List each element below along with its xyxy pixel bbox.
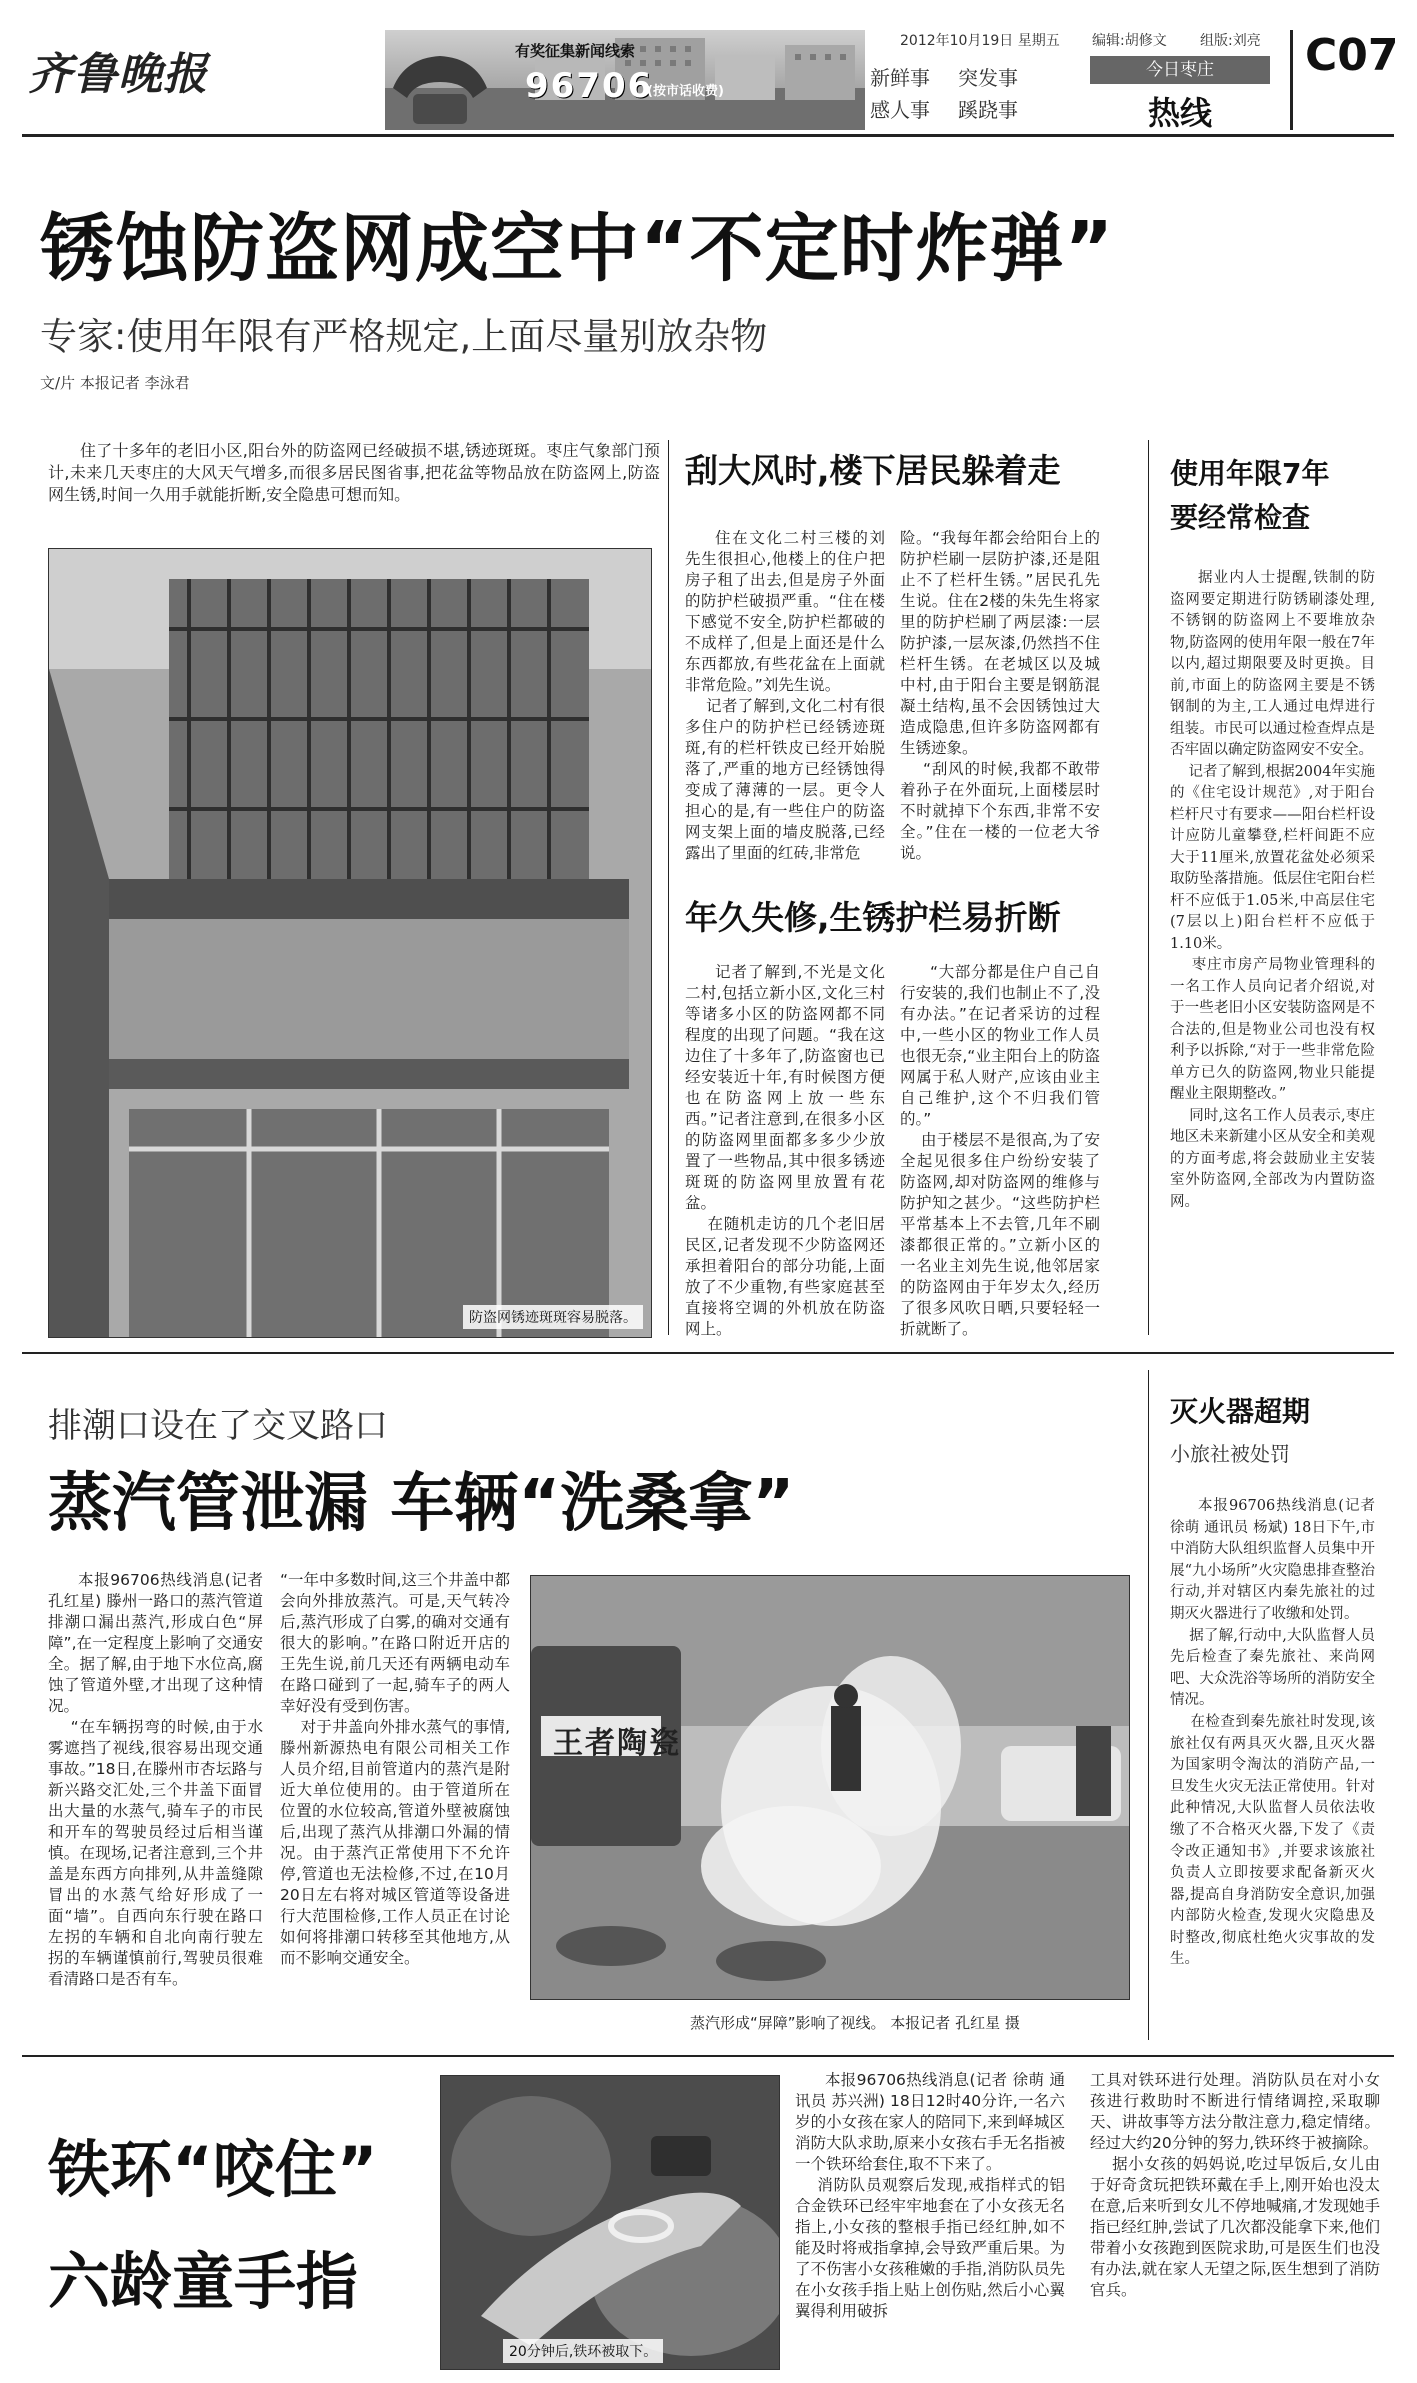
story4-col2: 工具对铁环进行处理。消防队员在对小女孩进行救助时不断进行情绪调控,采取聊天、讲故事等方法分散注意力,稳定情绪。经过大约20分钟的努力,铁环终于被摘除。 据小女孩的妈妈说,吃过早饭后,女儿由于好奇贪玩把铁环戴在手上,刚开始也没太在意,后来听到女儿不停地喊痛,才发现她手指已经红肿,尝试了几次都没能拿下来,他们带着小女孩跑到医院求助,可是医生们也没有办法,就在家人无望之际,医生想到了消防官兵。	[1090, 2071, 1380, 2299]
story4-photo-caption: 20分钟后,铁环被取下。	[503, 2339, 663, 2363]
section-name: 热线	[1147, 94, 1212, 132]
slogan-3: 感人事	[870, 98, 930, 122]
finger-ring-image	[441, 2076, 780, 2370]
story1-section1-col1: 住在文化二村三楼的刘先生很担心,他楼上的住户把房子租了出去,但是房子外面的防护栏破损严重。“住在楼下感觉不安全,防护栏都破的不成样了,但是上面还是什么东西都放,有些花盆在上面就非常危险。”刘先生说。 记者了解到,文化二村有很多住户的防护栏已经锈迹斑斑,有的栏杆铁皮已经开始脱落了,严重的地方已经锈蚀得变成了薄薄的一层。更令人担心的是,有一些住户的防盗网支架上面的墙皮脱落,已经露出了里面的红砖,非常危	[685, 529, 885, 862]
story1-photo	[48, 548, 652, 1338]
story2-col2: “一年中多数时间,这三个井盖中都会向外排放蒸汽。可是,天气转冷后,蒸汽形成了白雾,的确对交通有很大的影响。”在路口附近开店的王先生说,前几天还有两辆电动车在路口碰到了一起,骑车子的两人幸好没有受到伤害。 对于井盖向外排水蒸气的事情,滕州新源热电有限公司相关工作人员介绍,目前管道内的蒸汽是附近大单位使用的。由于管道所在位置的水位较高,管道外壁被腐蚀后,出现了蒸汽从排潮口外漏的情况。由于蒸汽正常使用下不允许停,管道也无法检修,不过,在10月20日左右将对城区管道等设备进行大范围检修,工作人员正在讨论如何将排潮口转移至其他地方,从而不影响交通安全。	[280, 1571, 510, 1967]
story2-photo-caption: 蒸汽形成“屏障”影响了视线。 本报记者 孔红星 摄	[690, 2014, 1020, 2032]
masthead-rule	[22, 134, 1394, 137]
story1-photo-caption: 防盗网锈迹斑斑容易脱落。	[463, 1305, 643, 1329]
bus-sign: 王者陶瓷	[553, 1726, 681, 1761]
hotline-banner	[385, 30, 865, 130]
story1-section1-col2: 险。“我每年都会给阳台上的防护栏刷一层防护漆,还是阻止不了栏杆生锈。”居民孔先生说。住在2楼的朱先生将家里的防护栏刷了两层漆:一层防护漆,一层灰漆,仍然挡不住栏杆生锈。在老城区以及城中村,由于阳台主要是钢筋混凝土结构,虽不会因锈蚀过大造成隐患,但许多防盗网都有生锈迹象。 “刮风的时候,我都不敢带着孙子在外面玩,上面楼层时不时就掉下个东西,非常不安全。”住在一楼的一位老大爷说。	[900, 529, 1100, 862]
section-tag: 今日枣庄	[1090, 56, 1270, 84]
slogans	[870, 62, 1045, 128]
story2-headline: 蒸汽管泄漏 车辆“洗桑拿”	[48, 1467, 795, 1541]
story2-bottom-rule	[22, 2055, 1394, 2057]
telephone-icon	[385, 48, 495, 128]
story4-headline-line1: 铁环“咬住”	[48, 2133, 378, 2206]
story3-subhead: 小旅社被处罚	[1170, 1442, 1290, 1466]
story4-photo	[440, 2075, 780, 2370]
designer-credit: 组版:刘亮	[1200, 33, 1261, 49]
story1-section2-col1: 记者了解到,不光是文化二村,包括立新小区,文化三村等诸多小区的防盗网都不同程度的出现了问题。“我在这边住了十多年了,防盗窗也已经安装近十年,有时候图方便也在防盗网上放一些东西。”记者注意到,在很多小区的防盗网里面都多多少少放置了一些物品,其中很多锈迹斑斑的防盗网里放置有花盆。 在随机走访的几个老旧居民区,记者发现不少防盗网还承担着阳台的部分功能,上面放了不少重物,有些家庭甚至直接将空调的外机放在防盗网上。	[685, 963, 885, 1338]
story1-byline: 文/片 本报记者 李泳君	[40, 374, 190, 392]
story2-kicker: 排潮口设在了交叉路口	[48, 1406, 388, 1446]
newspaper-logo: 齐鲁晚报	[28, 49, 208, 100]
slogan-2: 突发事	[958, 66, 1018, 90]
slogan-4: 蹊跷事	[958, 98, 1018, 122]
steam-road-image	[531, 1576, 1130, 2000]
story4-headline-line2: 六龄童手指	[48, 2245, 359, 2318]
editor-credit: 编辑:胡修文	[1092, 33, 1167, 49]
masthead	[0, 0, 1417, 135]
balcony-grille-image	[49, 549, 652, 1338]
story1-section1-title: 刮大风时,楼下居民躲着走	[685, 451, 1061, 490]
story1-column-divider	[668, 440, 669, 1335]
story1-sidebar-divider	[1148, 440, 1149, 1335]
story1-sidebar-text: 据业内人士提醒,铁制的防盗网要定期进行防锈刷漆处理,不锈钢的防盗网上不要堆放杂物,防盗网的使用年限一般在7年以内,超过期限要及时更换。目前,市面上的防盗网主要是不锈钢制的为主,工人通过电焊进行组装。市民可以通过检查焊点是否牢固以确定防盗网安不安全。 记者了解到,根据2004年实施的《住宅设计规范》,对于阳台栏杆尺寸有要求——阳台栏杆设计应防儿童攀登,栏杆间距不应大于11厘米,放置花盆处必须采取防坠落措施。低层住宅阳台栏杆不应低于1.05米,中高层住宅(7层以上)阳台栏杆不应低于1.10米。 枣庄市房产局物业管理科的一名工作人员向记者介绍说,对于一些老旧小区安装防盗网是不合法的,但是物业公司也没有权利予以拆除,“对于一些非常危险单方已久的防盗网,物业只能提醒业主限期整改。” 同时,这名工作人员表示,枣庄地区未来新建小区从安全和美观的方面考虑,将会鼓励业主安装室外防盗网,全部改为内置防盗网。	[1170, 570, 1376, 1210]
story1-lead: 住了十多年的老旧小区,阳台外的防盗网已经破损不堪,锈迹斑斑。枣庄气象部门预计,未来几天枣庄的大风天气增多,而很多居民图省事,把花盆等物品放在防盗网上,防盗网生锈,时间一久用手就能折断,安全隐患可想而知。	[48, 441, 660, 504]
story1-section2-title: 年久失修,生锈护栏易折断	[685, 898, 1061, 937]
story2-col1: 本报96706热线消息(记者 孔红星) 滕州一路口的蒸汽管道排潮口漏出蒸汽,形成白色“屏障”,在一定程度上影响了交通安全。据了解,由于地下水位高,腐蚀了管道外壁,才出现了这种情况。 “在车辆拐弯的时候,由于水雾遮挡了视线,很容易出现交通事故。”18日,在滕州市杏坛路与新兴路交汇处,三个井盖下面冒出大量的水蒸气,骑车子的市民和开车的驾驶员经过后相当谨慎。在现场,记者注意到,三个井盖是东西方向排列,从井盖缝隙冒出的水蒸气给好形成了一面“墙”。自西向东行驶在路口左拐的车辆和自北向南行驶左拐的车辆谨慎前行,驾驶员很难看清路口是否有车。	[48, 1571, 263, 1988]
hotline-number: 96706	[525, 66, 654, 106]
hotline-promo: 有奖征集新闻线索	[515, 42, 636, 60]
story4-col1: 本报96706热线消息(记者 徐萌 通讯员 苏兴洲) 18日12时40分许,一名六岁的小女孩在家人的陪同下,来到峄城区消防大队求助,原来小女孩右手无名指被一个铁环给套住,取不下来了。 消防队员观察后发现,戒指样式的铝合金铁环已经牢牢地套在了小女孩无名指上,小女孩的整根手指已经红肿,如不能及时将戒指拿掉,会导致严重后果。为了不伤害小女孩稚嫩的手指,消防队员先在小女孩手指上贴上创伤贴,然后小心翼翼得利用破拆	[795, 2071, 1065, 2320]
story2-photo	[530, 1575, 1130, 2000]
date-line: 2012年10月19日 星期五	[900, 33, 1060, 49]
story3-headline: 灭火器超期	[1170, 1395, 1311, 1428]
hotline-note: (按市话收费)	[647, 84, 724, 99]
story2-sidebar-divider	[1148, 1370, 1149, 2040]
story1-section2-col2: “大部分都是住户自己自行安装的,我们也制止不了,没有办法。”在记者采访的过程中,一些小区的物业工作人员也很无奈,“业主阳台上的防盗网属于私人财产,应该由业主自己维护,这个不归我们管的。” 由于楼层不是很高,为了安全起见很多住户纷纷安装了防盗网,却对防盗网的维修与防护知之甚少。“这些防护栏平常基本上不去管,几年不刷漆都很正常的。”立新小区的一名业主刘先生说,他邻居家的防盗网由于年岁太久,经历了很多风吹日晒,只要轻轻一折就断了。	[900, 963, 1100, 1338]
page-number-divider	[1290, 30, 1293, 130]
slogan-1: 新鲜事	[870, 66, 930, 90]
story1-headline: 锈蚀防盗网成空中“不定时炸弹”	[40, 206, 1115, 292]
story1-subhead: 专家:使用年限有严格规定,上面尽量别放杂物	[40, 315, 768, 358]
story3-text: 本报96706热线消息(记者 徐萌 通讯员 杨斌) 18日下午,市中消防大队组织监督人员集中开展“九小场所”火灾隐患排查整治行动,并对辖区内秦先旅社的过期灭火器进行了收缴和处罚。 据了解,行动中,大队监督人员先后检查了秦先旅社、来尚网吧、大众洗浴等场所的消防安全情况。 在检查到秦先旅社时发现,该旅社仅有两具灭火器,且灭火器为国家明令淘汰的消防产品,一旦发生火灾无法正常使用。针对此种情况,大队监督人员依法收缴了不合格灭火器,下发了《责令改正通知书》,并要求该旅社负责人立即按要求配备新灭火器,提高自身消防安全意识,加强内部防火检查,发现火灾隐患及时整改,彻底杜绝火灾事故的发生。	[1170, 1498, 1376, 1968]
story1-sidebar-title: 使用年限7年 要经常检查	[1170, 457, 1330, 534]
page-number: C07	[1305, 30, 1399, 81]
story1-bottom-rule	[22, 1352, 1394, 1354]
